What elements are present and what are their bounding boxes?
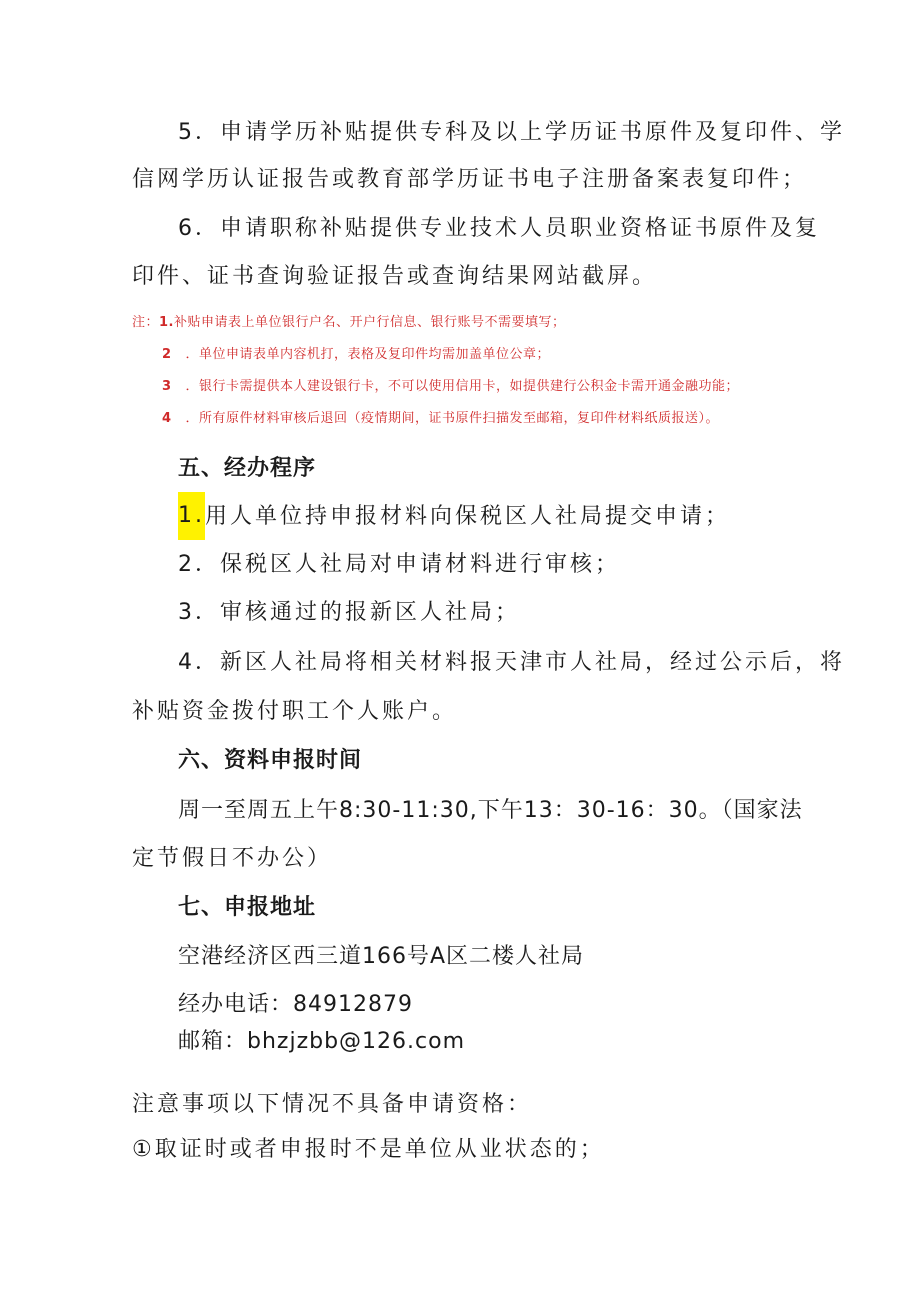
- address: 空港经济区西三道166号A区二楼人社局: [178, 944, 585, 969]
- eligibility-item-1: ①取证时或者申报时不是单位从业状态的；: [132, 1137, 605, 1162]
- item-6-line-2: 印件、证书查询验证报告或查询结果网站截屏。: [132, 264, 658, 289]
- section-6-heading: 六、资料申报时间: [178, 748, 363, 773]
- step-1-num-highlight: 1.: [178, 492, 205, 540]
- note-3: [162, 378, 739, 396]
- note-1: [132, 314, 566, 332]
- step-4-line-2: 补贴资金拨付职工个人账户。: [132, 699, 458, 724]
- note-2-text: ．单位申请表单内容机打，表格及复印件均需加盖单位公章；: [185, 347, 551, 362]
- note-3-text: ．银行卡需提供本人建设银行卡，不可以使用信用卡，如提供建行公积金卡需开通金融功能；: [185, 379, 740, 394]
- step-4-line-1: 4．新区人社局将相关材料报天津市人社局，经过公示后，将: [178, 650, 845, 675]
- email: 邮箱：bhzjzbb@126.com: [178, 1029, 466, 1054]
- section-7-heading: 七、申报地址: [178, 895, 317, 920]
- note-1-text: 补贴申请表上单位银行户名、开户行信息、银行账号不需要填写；: [174, 315, 566, 330]
- step-1-text: 用人单位持申报材料向保税区人社局提交申请；: [205, 504, 731, 529]
- note-3-num: 3: [162, 379, 172, 394]
- step-1: [178, 502, 730, 540]
- item-5-line-2: 信网学历认证报告或教育部学历证书电子注册备案表复印件；: [132, 167, 808, 192]
- hours-line-2: 定节假日不办公）: [132, 846, 333, 871]
- hours-line-1: 周一至周五上午8:30-11:30,下午13：30-16：30。（国家法: [178, 798, 803, 823]
- note-1-num: 1.: [159, 315, 174, 330]
- item-6-line-1: 6．申请职称补贴提供专业技术人员职业资格证书原件及复: [178, 216, 820, 241]
- section-5-heading: 五、经办程序: [178, 456, 317, 481]
- note-2-num: 2: [162, 347, 172, 362]
- note-4-text: ．所有原件材料审核后退回（疫情期间，证书原件扫描发至邮箱，复印件材料纸质报送）。: [185, 411, 720, 426]
- note-2: [162, 346, 550, 364]
- note-4: [162, 410, 719, 428]
- note-4-num: 4: [162, 411, 172, 426]
- eligibility-intro: 注意事项以下情况不具备申请资格：: [132, 1092, 533, 1117]
- step-2: 2．保税区人社局对申请材料进行审核；: [178, 552, 620, 577]
- item-5-line-1: 5．申请学历补贴提供专科及以上学历证书原件及复印件、学: [178, 120, 845, 145]
- step-3: 3．审核通过的报新区人社局；: [178, 600, 520, 625]
- note-prefix: 注：: [132, 315, 160, 330]
- phone: 经办电话：84912879: [178, 992, 413, 1017]
